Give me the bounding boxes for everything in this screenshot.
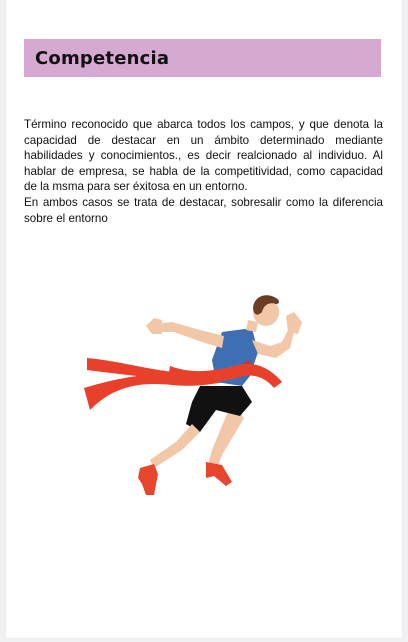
paragraph-conclusion: En ambos casos se trata de destacar, sobresalir como la diferencia sobre el entorno	[24, 195, 383, 225]
hand-back	[146, 318, 162, 334]
shorts	[186, 386, 252, 432]
arm-back	[156, 322, 224, 348]
hand-front	[286, 312, 302, 334]
title-bar	[24, 39, 381, 77]
leg-front	[150, 424, 200, 468]
arm-front	[252, 330, 294, 358]
runner-illustration	[82, 290, 312, 515]
body-text	[24, 117, 383, 226]
shoe-back-icon	[206, 462, 232, 486]
paragraph-definition: Término reconocido que abarca todos los campos, y que denota la capacidad de destacar en un ámbito determinado mediante habilidades y conocimientos., es decir realcionado al individuo. Al hablar de empresa, se habla de la competitividad, como capacidad de la msma para ser éxitosa en un entorno.	[24, 118, 383, 194]
neck	[246, 320, 258, 332]
document-card	[6, 0, 402, 638]
page-title: Competencia	[35, 47, 170, 69]
shoe-front-icon	[138, 464, 158, 495]
